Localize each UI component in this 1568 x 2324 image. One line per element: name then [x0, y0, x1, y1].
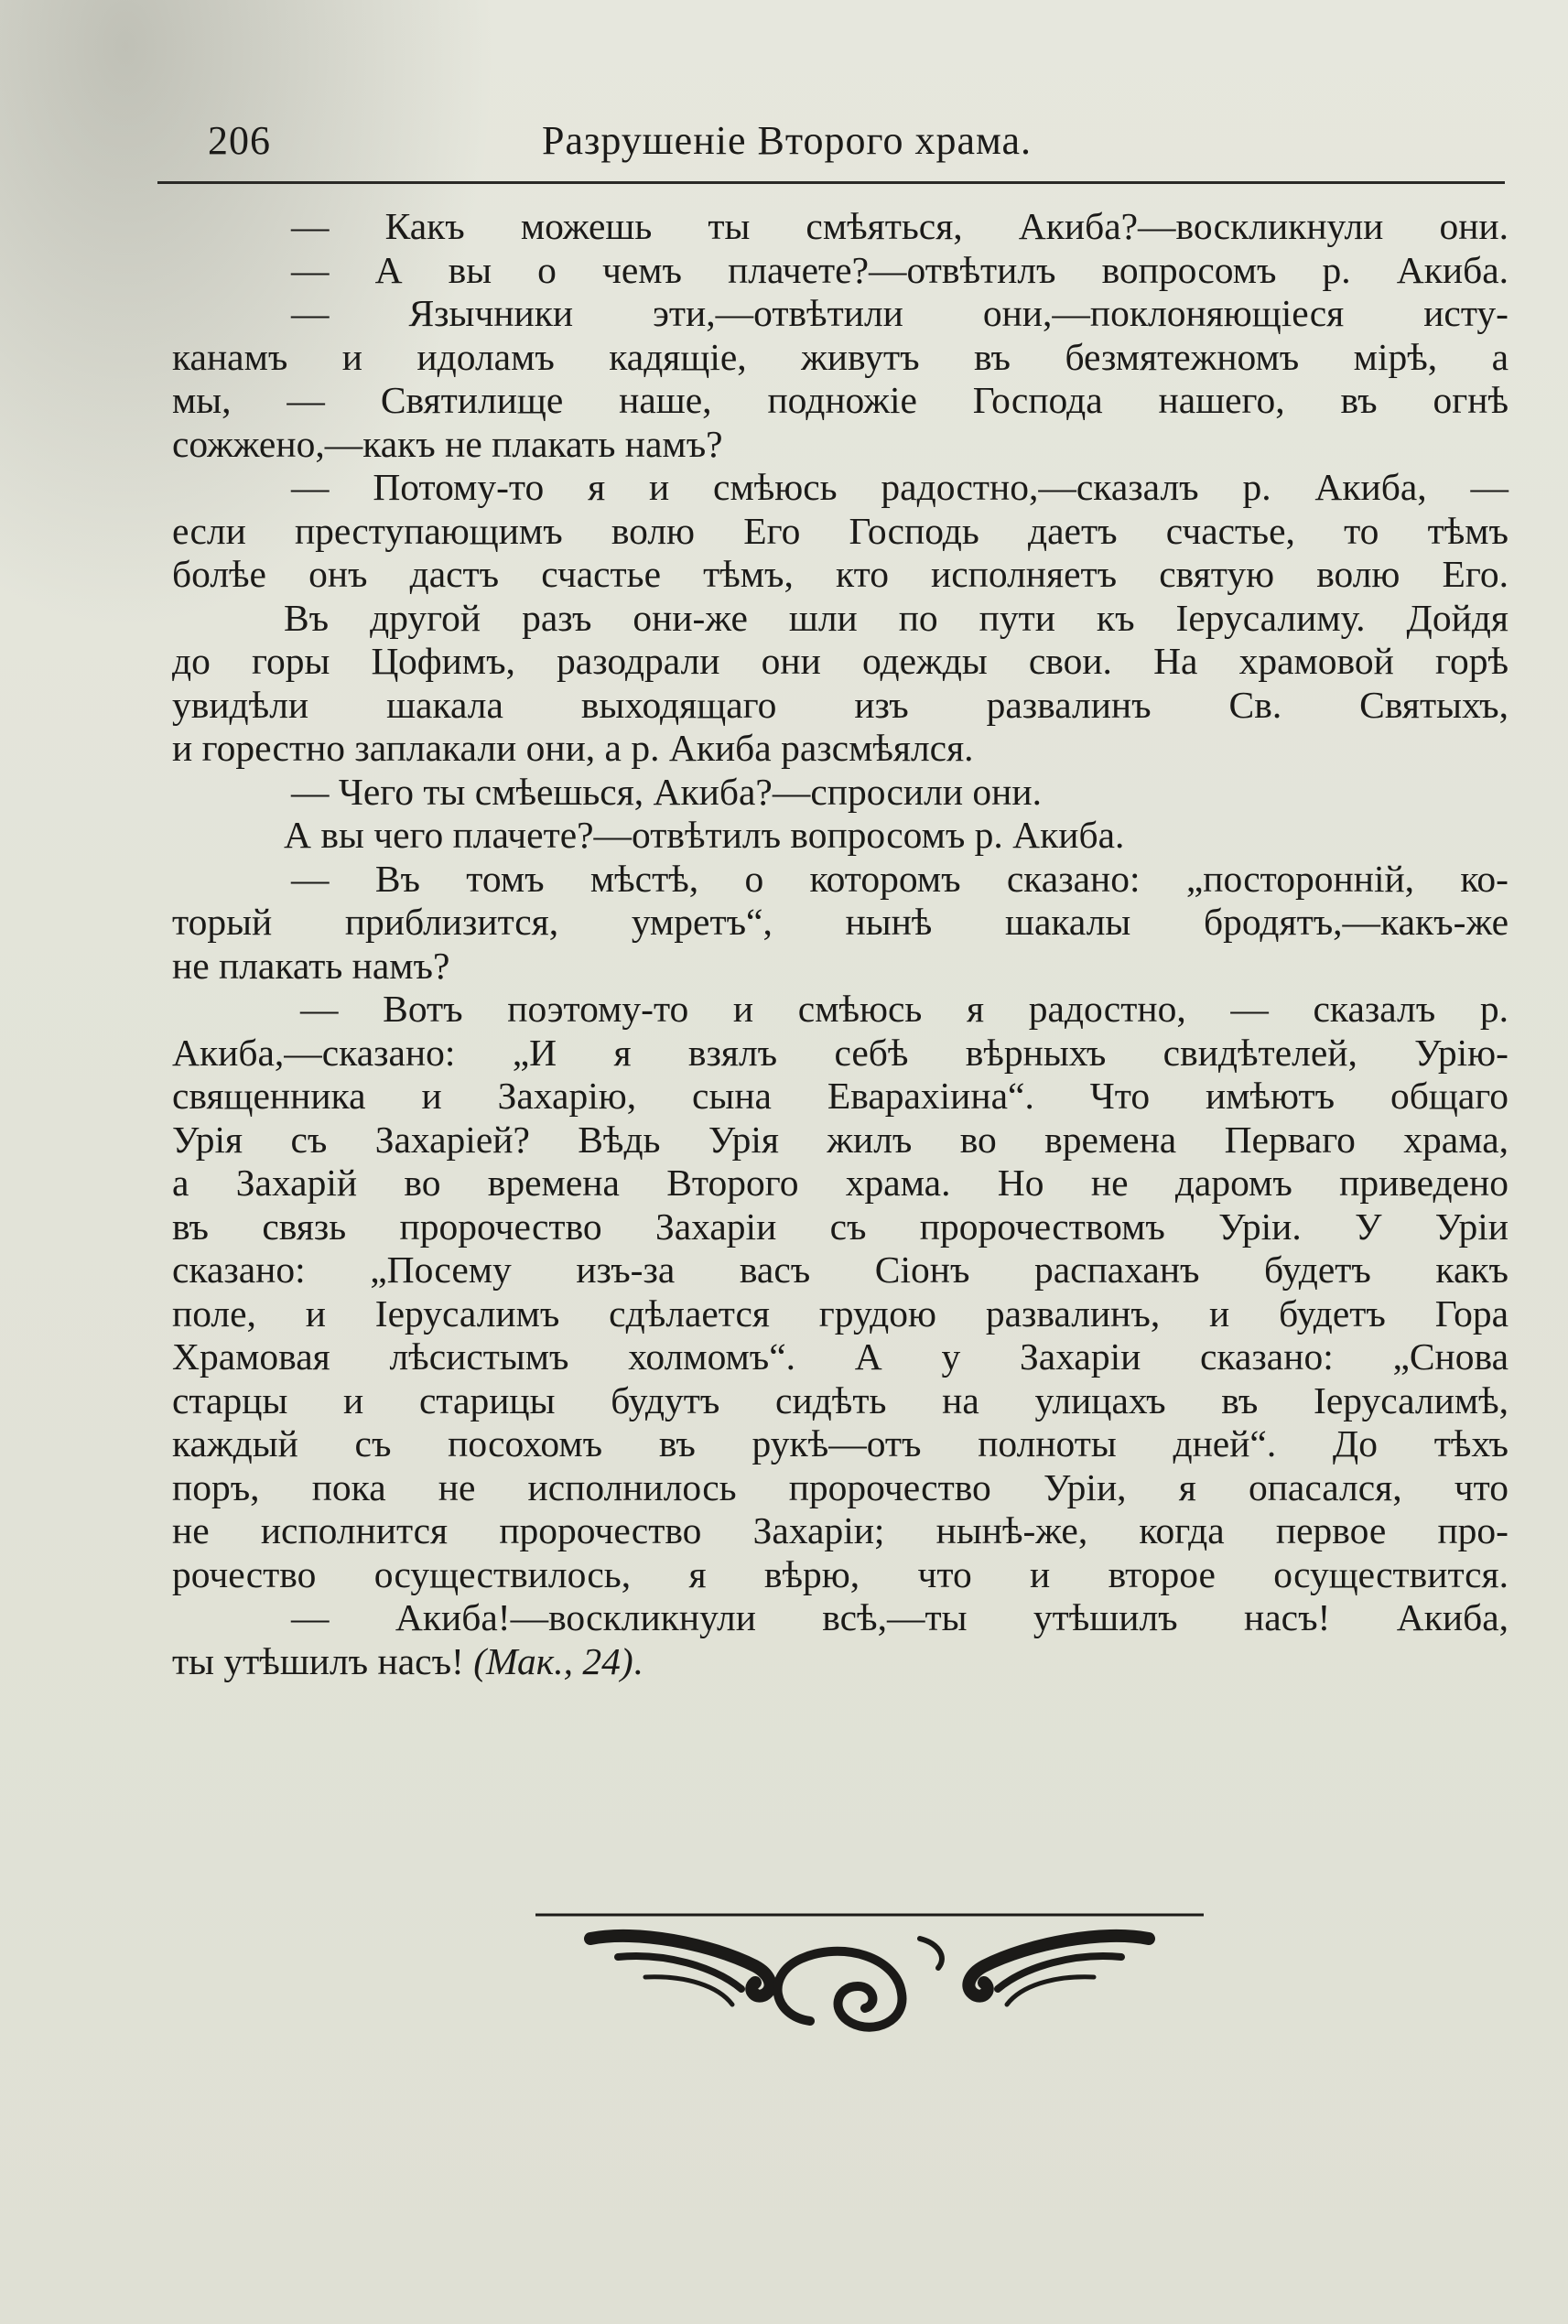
text-line: — Язычники эти,—отвѣтили они,—поклоняющіеся исту-: [291, 292, 1509, 334]
text-line: если преступающимъ волю Его Господь даетъ счастье, то тѣмъ: [172, 509, 1509, 552]
text-line: поле, и Іерусалимъ сдѣлается грудою развалинъ, и будетъ Гора: [172, 1292, 1509, 1335]
text-line: — Какъ можешь ты смѣяться, Акиба?—воскликнули они.: [291, 205, 1509, 247]
scroll-ornament-icon: [535, 1902, 1204, 2048]
text-line: старцы и старицы будутъ сидѣть на улицахъ въ Іерусалимѣ,: [172, 1378, 1509, 1421]
text-line: рочество осуществилось, я вѣрю, что и второе осуществится.: [172, 1552, 1509, 1595]
text-line: — Вотъ поэтому-то и смѣюсь я радостно, — сказалъ р.: [300, 988, 1509, 1030]
text-line: — А вы о чемъ плачете?—отвѣтилъ вопросомъ р. Акиба.: [291, 248, 1509, 291]
body-text: [172, 205, 1509, 1683]
text-line: Въ другой разъ они-же шли по пути къ Іерусалиму. Дойдя: [284, 596, 1509, 639]
text-line: А вы чего плачете?—отвѣтилъ вопросомъ р. Акиба.: [284, 814, 1125, 856]
final-period: .: [633, 1639, 643, 1682]
text-line: — Въ томъ мѣстѣ, о которомъ сказано: „посторонній, ко-: [291, 857, 1509, 900]
text-line: сказано: „Посему изъ-за васъ Сіонъ распаханъ будетъ какъ: [172, 1248, 1509, 1291]
text-line: Урія съ Захаріей? Вѣдь Урія жилъ во времена Перваго храма,: [172, 1118, 1509, 1161]
text-line: — Акиба!—воскликнули всѣ,—ты утѣшилъ насъ! Акиба,: [291, 1596, 1509, 1638]
text-line: — Чего ты смѣешься, Акиба?—спросили они.: [291, 770, 1042, 813]
page-number: 206: [208, 118, 271, 163]
text-line: поръ, пока не исполнилось пророчество Уріи, я опасался, что: [172, 1465, 1509, 1508]
text-line: а Захарій во времена Второго храма. Но не даромъ приведено: [172, 1162, 1509, 1204]
text-line-final: [172, 1640, 1509, 1684]
text-line: — Потому-то я и смѣюсь радостно,—сказалъ р. Акиба, —: [291, 466, 1509, 508]
page-title: Разрушеніе Второго храма.: [542, 118, 1033, 163]
text-line: сожжено,—какъ не плакать намъ?: [172, 422, 723, 465]
source-reference: (Мак., 24): [473, 1639, 633, 1682]
text-line: болѣе онъ дастъ счастье тѣмъ, кто исполняетъ святую волю Его.: [172, 553, 1509, 595]
text-line: до горы Цофимъ, разодрали они одежды свои. На храмовой горѣ: [172, 640, 1509, 682]
text-line: канамъ и идоламъ кадящіе, живутъ въ безмятежномъ мірѣ, а: [172, 335, 1509, 378]
text-line: Акиба,—сказано: „И я взялъ себѣ вѣрныхъ свидѣтелей, Урію-: [172, 1031, 1509, 1074]
text-line: въ связь пророчество Захаріи съ пророчествомъ Уріи. У Уріи: [172, 1205, 1509, 1248]
text-line: священника и Захарію, сына Еварахіина“. Что имѣютъ общаго: [172, 1075, 1509, 1117]
final-line-text: ты утѣшилъ насъ!: [172, 1639, 474, 1682]
text-line: не исполнится пророчество Захаріи; нынѣ-же, когда первое про-: [172, 1509, 1509, 1551]
text-line: каждый съ посохомъ въ рукѣ—отъ полноты дней“. До тѣхъ: [172, 1422, 1509, 1465]
text-line: торый приблизится, умретъ“, нынѣ шакалы бродятъ,—какъ-же: [172, 901, 1509, 943]
text-line: Храмовая лѣсистымъ холмомъ“. А у Захаріи сказано: „Снова: [172, 1335, 1509, 1378]
text-line: не плакать намъ?: [172, 944, 450, 987]
text-line: увидѣли шакала выходящаго изъ развалинъ Св. Святыхъ,: [172, 683, 1509, 726]
text-line: мы, — Святилище наше, подножіе Господа нашего, въ огнѣ: [172, 379, 1509, 421]
running-head: [157, 108, 1505, 184]
text-line: и горестно заплакали они, а р. Акиба разсмѣялся.: [172, 727, 974, 769]
